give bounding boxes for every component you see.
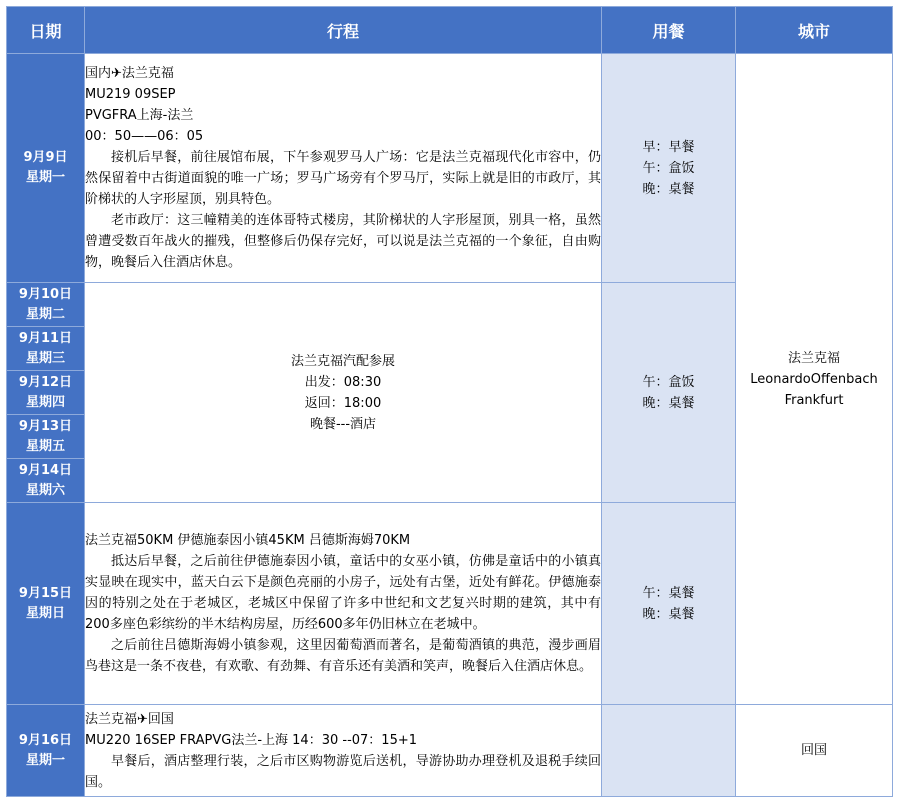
- itinerary-paragraph: 之后前往吕德斯海姆小镇参观，这里因葡萄酒而著名，是葡萄酒镇的典范，漫步画眉鸟巷这是一条不夜巷，有欢歌、有劲舞、有音乐还有美酒和笑声，晚餐后入住酒店休息。: [85, 638, 601, 674]
- weekday-label: 星期三: [25, 350, 65, 366]
- meal-dinner: 晚：桌餐: [642, 395, 695, 411]
- table-row: [7, 705, 893, 797]
- flight-info: MU220 16SEP FRAPVG法兰-上海 14：30 --07：15+1: [85, 732, 418, 748]
- header-date: 日期: [7, 7, 85, 54]
- flight-time: 00：50——06：05: [85, 129, 204, 144]
- table-row: [7, 54, 893, 283]
- date-label: 9月16日: [18, 732, 73, 748]
- header-itinerary: 行程: [85, 7, 602, 54]
- date-cell: [7, 459, 85, 503]
- hotel-name: LeonardoOffenbach: [750, 371, 878, 387]
- date-label: 9月13日: [18, 418, 73, 434]
- date-cell: [7, 371, 85, 415]
- city-name: 回国: [800, 743, 827, 758]
- city-cell: [736, 705, 893, 797]
- weekday-label: 星期一: [25, 752, 65, 768]
- itinerary-title: 法兰克福汽配参展: [290, 353, 395, 369]
- date-label: 9月10日: [18, 286, 73, 302]
- meal-cell: [602, 503, 736, 705]
- meal-breakfast: 早：早餐: [642, 139, 695, 155]
- date-cell: [7, 705, 85, 797]
- date-cell: [7, 503, 85, 705]
- weekday-label: 星期五: [25, 438, 65, 454]
- itinerary-route: 国内✈法兰克福: [85, 66, 174, 81]
- date-label: 9月11日: [18, 330, 73, 346]
- itinerary-table: [6, 6, 893, 797]
- city-name: 法兰克福: [787, 350, 840, 366]
- itinerary-paragraph: 接机后早餐，前往展馆布展，下午参观罗马人广场：它是法兰克福现代化市容中，仍然保留着中古街道面貌的唯一广场；罗马广场旁有个罗马厅，实际上就是旧的市政厅，其阶梯状的人字形屋顶，别具特色。: [85, 150, 601, 207]
- itinerary-route: 法兰克福✈回国: [85, 711, 174, 727]
- return-time: 返回：18:00: [304, 395, 382, 411]
- flight-number: MU219 09SEP: [85, 87, 176, 102]
- weekday-label: 星期四: [25, 394, 65, 410]
- date-label: 9月14日: [18, 462, 73, 478]
- date-label: 9月15日: [18, 585, 73, 601]
- meal-dinner: 晚：桌餐: [642, 181, 695, 197]
- date-cell: [7, 327, 85, 371]
- date-label: 9月9日: [23, 150, 68, 165]
- meal-lunch: 午：盒饭: [642, 160, 695, 176]
- itinerary-paragraph: 早餐后，酒店整理行装，之后市区购物游览后送机，导游协助办理登机及退税手续回国。: [85, 753, 601, 790]
- departure-time: 出发：08:30: [304, 374, 382, 390]
- dinner-note: 晚餐---酒店: [309, 416, 377, 432]
- date-cell: [7, 283, 85, 327]
- weekday-label: 星期六: [25, 482, 65, 498]
- date-label: 9月12日: [18, 374, 73, 390]
- meal-lunch: 午：盒饭: [642, 374, 695, 390]
- date-cell: [7, 415, 85, 459]
- weekday-label: 星期一: [25, 170, 65, 185]
- header-meals: 用餐: [602, 7, 736, 54]
- header-city: 城市: [736, 7, 893, 54]
- itinerary-paragraph: 老市政厅：这三幢精美的连体哥特式楼房，其阶梯状的人字形屋顶，别具一格，虽然曾遭受数百年战火的摧残，但整修后仍保存完好，可以说是法兰克福的一个象征，自由购物，晚餐后入住酒店休息。: [85, 213, 601, 270]
- meal-cell: [602, 283, 736, 503]
- date-cell: [7, 54, 85, 283]
- itinerary-cell: [85, 705, 602, 797]
- city-cell: [736, 54, 893, 705]
- meal-dinner: 晚：桌餐: [642, 606, 695, 622]
- weekday-label: 星期二: [25, 306, 65, 322]
- meal-lunch: 午：桌餐: [642, 585, 695, 601]
- itinerary-cell: [85, 54, 602, 283]
- itinerary-route: 法兰克福50KM 伊德施泰因小镇45KM 吕德斯海姆70KM: [85, 533, 411, 548]
- itinerary-paragraph: 抵达后早餐，之后前往伊德施泰因小镇，童话中的女巫小镇，仿佛是童话中的小镇真实显映在现实中，蓝天白云下是颜色亮丽的小房子，远处有古堡，近处有鲜花。伊德施泰因的特别之处在于老城区，老城区中保留了许多中世纪和文艺复兴时期的建筑，其中有200多座色彩缤纷的半木结构房屋，历经600多年仍旧林立在老城中。: [85, 554, 601, 632]
- meal-cell: [602, 54, 736, 283]
- flight-route: PVGFRA上海-法兰: [85, 108, 194, 123]
- weekday-label: 星期日: [25, 605, 65, 621]
- hotel-city: Frankfurt: [784, 392, 844, 408]
- itinerary-cell: [85, 283, 602, 503]
- itinerary-cell: [85, 503, 602, 705]
- meal-cell: [602, 705, 736, 797]
